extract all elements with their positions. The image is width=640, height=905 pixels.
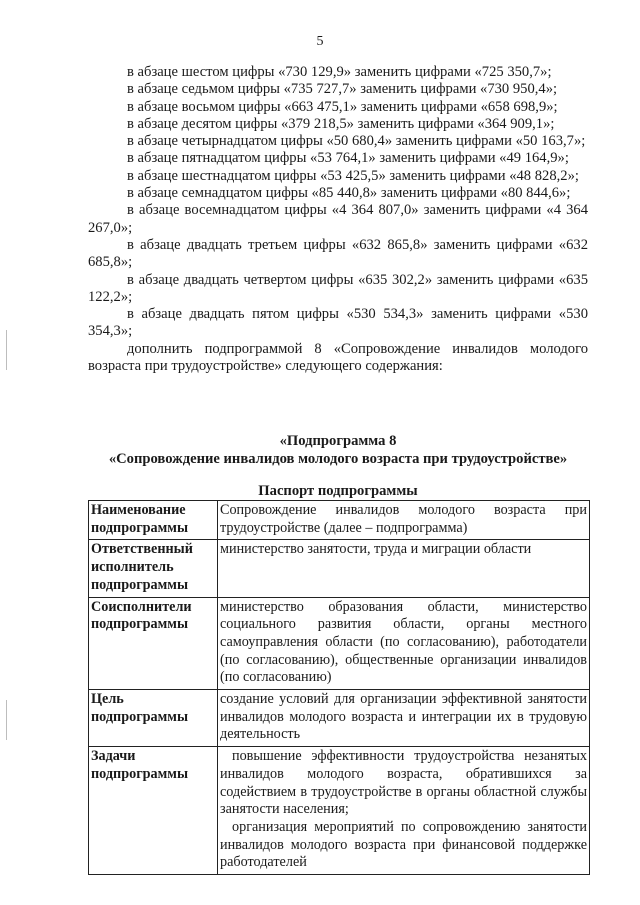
row-label: Соисполнители подпрограммы — [89, 597, 218, 690]
paragraph: в абзаце четырнадцатом цифры «50 680,4» заменить цифрами «50 163,7»; — [127, 133, 586, 150]
paragraph: в абзаце пятнадцатом цифры «53 764,1» заменить цифрами «49 164,9»; — [127, 150, 569, 167]
row-label: Ответственный исполнитель подпрограммы — [89, 540, 218, 597]
row-label: Цель подпрограммы — [89, 690, 218, 747]
paragraph: в абзаце двадцать третьем цифры «632 865,8» заменить цифрами «632 685,8»; — [88, 236, 588, 271]
row-value: Сопровождение инвалидов молодого возраста при трудоустройстве (далее – подпрограмма) — [218, 501, 590, 540]
margin-mark-bottom — [6, 700, 7, 740]
subprogram-title: «Подпрограмма 8 — [279, 433, 397, 449]
table-row — [89, 501, 590, 540]
paragraph: в абзаце восемнадцатом цифры «4 364 807,0» заменить цифрами «4 364 267,0»; — [88, 202, 588, 236]
row-value: министерство занятости, труда и миграции области — [218, 540, 590, 597]
paragraph: в абзаце двадцать четвертом цифры «635 302,2» заменить цифрами «635 122,2»; — [88, 271, 588, 305]
row-value: создание условий для организации эффективной занятости инвалидов молодого возраста и интеграции их в трудовую деятельность — [218, 690, 590, 747]
paragraph: в абзаце шестнадцатом цифры «53 425,5» заменить цифрами «48 828,2»; — [127, 167, 579, 184]
page-number: 5 — [316, 34, 324, 49]
paragraph: в абзаце восьмом цифры «663 475,1» заменить цифрами «658 698,9»; — [127, 98, 558, 115]
margin-mark-top — [6, 330, 7, 370]
row-value: министерство образования области, министерство социального развития области, органы местного самоуправления области (по согласованию), работодатели (по согласованию), общественные организации инвалидов (по согласованию) — [218, 597, 590, 690]
task-item: повышение эффективности трудоустройства незанятых инвалидов молодого возраста, обратившихся за содействием в трудоустройстве в органы областной службы занятости населения; — [220, 748, 587, 818]
amendment-paragraphs — [88, 64, 588, 375]
table-row — [89, 540, 590, 597]
paragraph: дополнить подпрограммой 8 «Сопровождение инвалидов молодого возраста при трудоустройстве» следующего содержания: — [88, 340, 588, 375]
paragraph: в абзаце семнадцатом цифры «85 440,8» заменить цифрами «80 844,6»; — [127, 185, 571, 202]
table-row — [89, 690, 590, 747]
paragraph: в абзаце седьмом цифры «735 727,7» заменить цифрами «730 950,4»; — [127, 81, 558, 98]
table-row — [89, 747, 590, 875]
passport-table — [88, 500, 590, 875]
paragraph: в абзаце шестом цифры «730 129,9» заменить цифрами «725 350,7»; — [127, 64, 552, 80]
subprogram-name: «Сопровождение инвалидов молодого возраста при трудоустройстве» — [108, 451, 568, 467]
row-value — [218, 747, 590, 875]
paragraph: в абзаце десятом цифры «379 218,5» заменить цифрами «364 909,1»; — [127, 115, 555, 132]
row-label: Задачи подпрограммы — [89, 747, 218, 875]
paragraph: в абзаце двадцать пятом цифры «530 534,3» заменить цифрами «530 354,3»; — [88, 306, 588, 340]
row-label: Наименование подпрограммы — [89, 501, 218, 540]
passport-title: Паспорт подпрограммы — [258, 483, 418, 499]
table-row — [89, 597, 590, 690]
task-item: организация мероприятий по сопровождению занятости инвалидов молодого возраста при финансовой поддержке работодателей — [220, 818, 587, 871]
